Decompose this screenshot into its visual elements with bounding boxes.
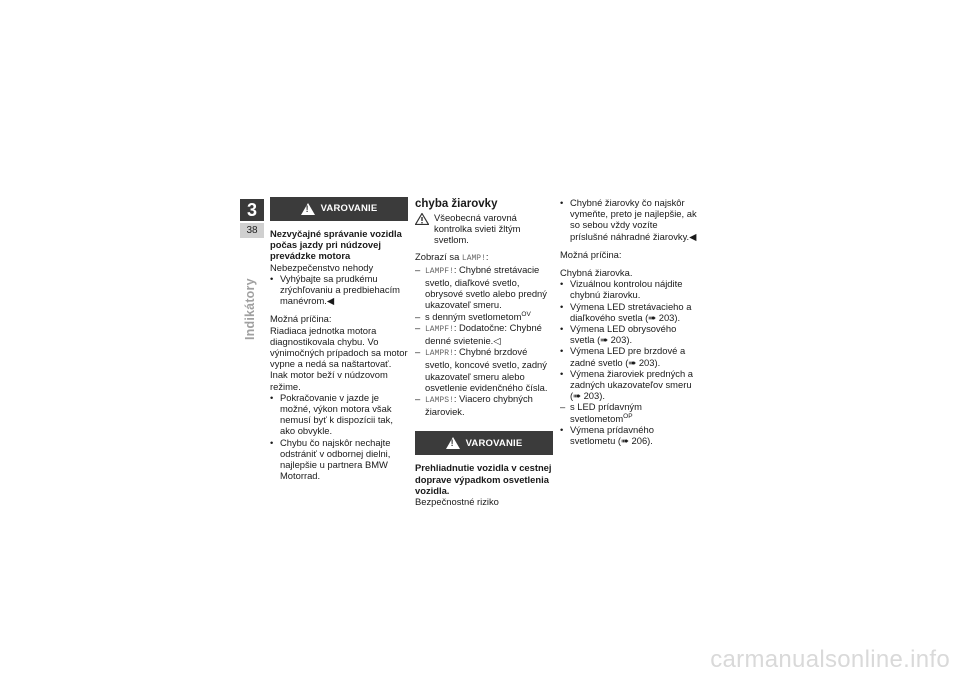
display-code: LAMPF! (425, 324, 454, 334)
list-item-text: Vizuálnou kontrolou nájdite chybnú žiarovku. (570, 278, 683, 301)
list-item: – s LED prídavným svetlometom$^{OP}$ (560, 401, 642, 424)
warning-triangle-icon (446, 437, 460, 449)
list-item-text: Vyhýbajte sa prudkému zrýchľovaniu a predbiehacím manévrom.◀ (280, 272, 400, 307)
cause-text: Riadiaca jednotka motora diagnostikovala chybu. Vo výnimočných prípadoch sa motor vypne a nedá sa naštartovať. Inak motor beží v núdzovom režime. (270, 324, 408, 392)
option-superscript: OV (521, 310, 531, 318)
list-item: – s denným svetlometom$^{OV}$ (415, 310, 531, 322)
list-item: • Chybu čo najskôr nechajte odstrániť v odbornej dielni, najlepšie u partnera BMW Motorrad. (270, 436, 391, 482)
shown-line (415, 251, 553, 264)
list-item-text: Pokračovanie v jazde je možné, výkon motora však nemusí byť k dispozícii tak, ako obvykle. (280, 391, 393, 437)
list-item-text: Chybné žiarovky čo najskôr vymeňte, preto je najlepšie, ak so sebou vždy vozíte príslušné náhradné žiarovky.◀ (570, 197, 697, 242)
display-code: LAMP! (461, 253, 486, 263)
watermark: carmanualsonline.info (710, 646, 950, 673)
list-item: – LAMPR!: Chybné brzdové svetlo, koncové svetlo, zadný ukazovateľ smeru alebo osvetlenie evidenčného čísla. (415, 346, 548, 393)
list-item-text: : Dodatočne: Chybné denné svietenie.◁ (425, 321, 542, 347)
list-item: • Výmena žiaroviek predných a zadných ukazovateľov smeru (➠ 203). (560, 367, 693, 402)
list-item-text: Výmena LED pre brzdové a zadné svetlo (➠ 203). (570, 345, 686, 368)
list-item: • Vyhýbajte sa prudkému zrýchľovaniu a predbiehacím manévrom.◀ (270, 272, 400, 307)
column-3 (560, 197, 698, 446)
warning-heading: Prehliadnutie vozidla v cestnej doprave výpadkom osvetlenia vozidla. (415, 462, 552, 496)
shown-prefix: Zobrazí sa (415, 250, 460, 262)
list-item-text: Výmena prídavného svetlometu (➠ 206). (570, 423, 654, 447)
list-item-text: s LED prídavným svetlometom (570, 401, 642, 424)
cause-label: Možná príčina: (270, 313, 332, 325)
list-item: • Vizuálnou kontrolou nájdite chybnú žiarovku. (560, 278, 683, 301)
warning-triangle-icon (301, 203, 315, 215)
column-2 (415, 197, 553, 507)
list-item-text: Výmena žiaroviek predných a zadných ukazovateľov smeru (➠ 203). (570, 367, 693, 402)
list-item: • Chybné žiarovky čo najskôr vymeňte, preto je najlepšie, ak so sebou vždy vozíte príslušné náhradné žiarovky.◀ (560, 197, 697, 242)
hazard-text: Nebezpečenstvo nehody (270, 261, 374, 273)
general-warning-light-icon (415, 213, 429, 225)
section-heading: chyba žiarovky (415, 198, 498, 210)
display-code: LAMPR! (425, 349, 454, 359)
shown-suffix: : (485, 250, 489, 262)
list-item: • Výmena LED pre brzdové a zadné svetlo (➠ 203). (560, 345, 686, 368)
warning-bar (270, 197, 408, 221)
column-1 (270, 197, 408, 481)
section-label: Indikátory (243, 278, 257, 340)
warning-title: VAROVANIE (320, 203, 378, 215)
page-number: 38 (240, 223, 264, 238)
list-item-text: s denným svetlometom (425, 310, 522, 322)
warning-title: VAROVANIE (465, 437, 523, 449)
warning-bar (415, 431, 553, 455)
list-item: • Pokračovanie v jazde je možné, výkon motora však nemusí byť k dispozícii tak, ako obvykle. (270, 391, 393, 437)
display-code: LAMPS! (425, 396, 454, 406)
list-item: – LAMPF!: Dodatočne: Chybné denné svietenie.◁ (415, 321, 542, 347)
list-item: – LAMPS!: Viacero chybných žiaroviek. (415, 393, 533, 418)
warning-light-text: Všeobecná varovná kontrolka svieti žltým svetlom. (434, 212, 521, 246)
list-item-text: Chybu čo najskôr nechajte odstrániť v odbornej dielni, najlepšie u partnera BMW Motorrad. (280, 436, 391, 482)
warning-heading: Nezvyčajné správanie vozidla počas jazdy pri núdzovej prevádzke motora (270, 228, 402, 262)
list-item: – LAMPF!: Chybné stretávacie svetlo, diaľkové svetlo, obrysové svetlo alebo predný ukazovateľ smeru. (415, 263, 547, 311)
list-item: • Výmena prídavného svetlometu (➠ 206). (560, 423, 654, 447)
warning-light-row (415, 212, 553, 246)
list-item-text: Výmena LED obrysového svetla (➠ 203). (570, 323, 677, 346)
list-item: • Výmena LED stretávacieho a diaľkového svetla (➠ 203). (560, 300, 692, 323)
list-item-text: : Chybné brzdové svetlo, koncové svetlo, zadný ukazovateľ smeru alebo osvetlenie evidenčného čísla. (425, 346, 548, 393)
list-item-text: Výmena LED stretávacieho a diaľkového svetla (➠ 203). (570, 300, 692, 323)
list-item-text: : Viacero chybných žiaroviek. (425, 393, 533, 418)
cause-label: Možná príčina: (560, 248, 622, 260)
cause-text: Chybná žiarovka. (560, 267, 633, 279)
chapter-number: 3 (240, 199, 264, 221)
option-superscript: OP (623, 412, 633, 420)
list-item-text: : Chybné stretávacie svetlo, diaľkové svetlo, obrysové svetlo alebo predný ukazovateľ smeru. (425, 263, 547, 311)
list-item: • Výmena LED obrysového svetla (➠ 203). (560, 323, 677, 346)
display-code: LAMPF! (425, 266, 454, 276)
hazard-text: Bezpečnostné riziko (415, 496, 499, 508)
